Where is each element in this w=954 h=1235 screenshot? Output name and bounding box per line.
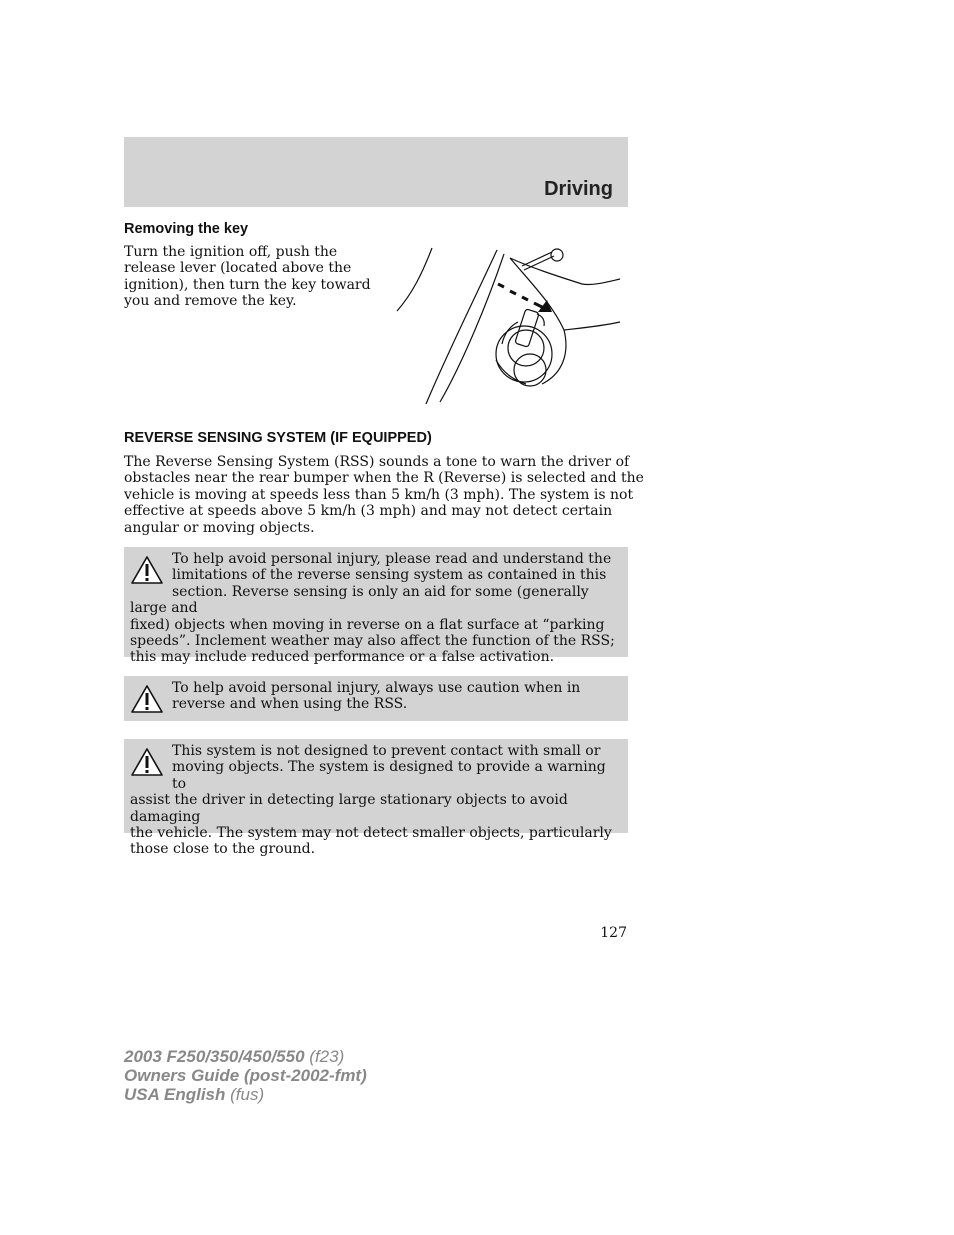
footer-model-code: (f23) <box>304 1047 345 1066</box>
warning-box <box>124 676 628 721</box>
warning-line: those close to the ground. <box>130 841 316 858</box>
rss-heading: REVERSE SENSING SYSTEM (IF EQUIPPED) <box>124 430 432 446</box>
removing-key-heading: Removing the key <box>124 221 249 237</box>
ignition-key-illustration <box>392 244 624 408</box>
text-line: effective at speeds above 5 km/h (3 mph) and may not detect certain <box>124 503 613 520</box>
warning-box <box>124 547 628 666</box>
footer-language-code: (fus) <box>225 1085 265 1104</box>
text-line: you and remove the key. <box>124 293 297 310</box>
text-line: release lever (located above the <box>124 260 352 277</box>
warning-line: this may include reduced performance or a false activation. <box>130 649 555 666</box>
warning-line: fixed) objects when moving in reverse on a flat surface at “parking <box>130 616 605 633</box>
footer-line-3 <box>124 1085 367 1104</box>
text-line: ignition), then turn the key toward <box>124 276 371 293</box>
warning-line: speeds”. Inclement weather may also affect the function of the RSS; <box>130 633 615 650</box>
warning-line: assist the driver in detecting large stationary objects to avoid damaging <box>130 792 568 825</box>
warning-triangle-icon <box>130 555 164 585</box>
text-line: obstacles near the rear bumper when the R (Reverse) is selected and the <box>124 470 644 487</box>
text-line: angular or moving objects. <box>124 519 315 536</box>
document-footer <box>124 1047 367 1104</box>
page-number: 127 <box>600 925 627 941</box>
warning-line: To help avoid personal injury, always use caution when in <box>172 680 581 696</box>
warning-line: To help avoid personal injury, please read and understand the <box>172 551 612 567</box>
warning-line: section. Reverse sensing is only an aid for some (generally large and <box>130 583 589 617</box>
warning-triangle-icon <box>130 684 164 714</box>
footer-line-2 <box>124 1066 367 1085</box>
footer-language: USA English <box>124 1085 226 1104</box>
warning-line: moving objects. The system is designed to provide a warning to <box>172 759 606 792</box>
section-header-band <box>124 137 628 207</box>
text-line: The Reverse Sensing System (RSS) sounds a tone to warn the driver of <box>124 454 630 470</box>
warning-box <box>124 739 628 858</box>
text-line: vehicle is moving at speeds less than 5 km/h (3 mph). The system is not <box>124 486 634 503</box>
warning-line: the vehicle. The system may not detect smaller objects, particularly <box>130 825 612 842</box>
footer-line-1 <box>124 1047 367 1066</box>
rss-body-text <box>124 454 644 536</box>
section-title: Driving <box>544 178 613 200</box>
warning-line: This system is not designed to prevent contact with small or <box>172 743 601 759</box>
text-line: Turn the ignition off, push the <box>124 244 338 260</box>
warning-line: reverse and when using the RSS. <box>172 696 408 713</box>
removing-key-text <box>124 244 371 310</box>
warning-line: limitations of the reverse sensing system as contained in this <box>172 567 607 584</box>
warning-triangle-icon <box>130 747 164 777</box>
footer-guide: Owners Guide (post-2002-fmt) <box>124 1066 367 1085</box>
footer-model: 2003 F250/350/450/550 <box>124 1047 305 1066</box>
